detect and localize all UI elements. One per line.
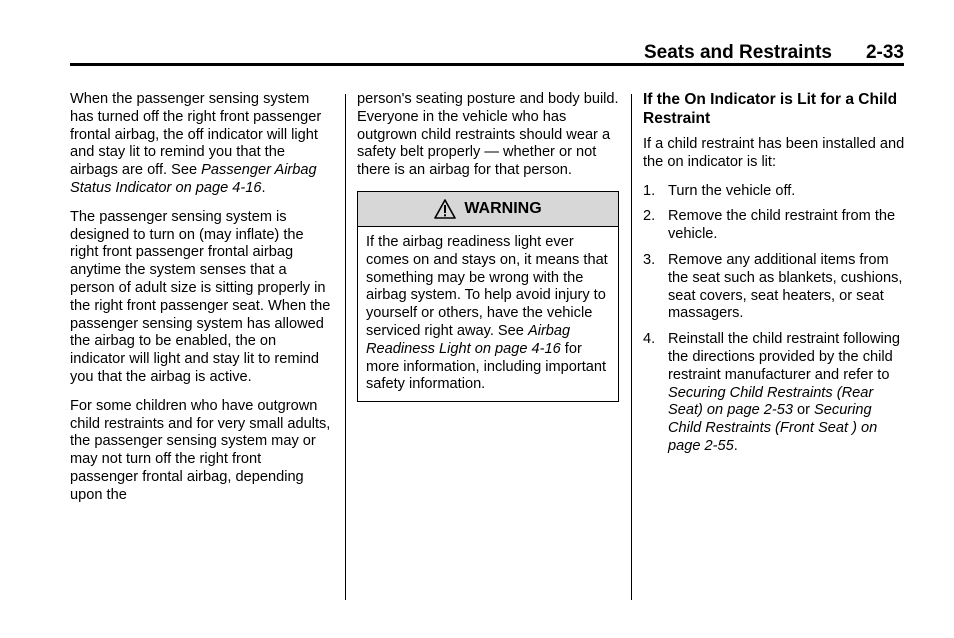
warning-title: WARNING bbox=[464, 200, 542, 218]
column-divider bbox=[345, 94, 346, 600]
list-item: 2. Remove the child restraint from the vehicle. bbox=[643, 208, 896, 243]
list-item: 1. Turn the vehicle off. bbox=[643, 182, 796, 199]
cross-reference-link: Securing Child Restraints (Rear Seat) on page 2-53 bbox=[668, 384, 874, 419]
column-left bbox=[70, 91, 332, 516]
section-heading: If the On Indicator is Lit for a Child Restraint bbox=[643, 91, 898, 127]
page-number: 2-33 bbox=[865, 42, 904, 63]
cross-reference-link: Airbag Readiness Light on page 4-16 bbox=[366, 322, 571, 357]
column-right bbox=[643, 91, 905, 464]
column-divider bbox=[631, 94, 632, 600]
paragraph: If a child restraint has been installed and the on indicator is lit: bbox=[643, 136, 905, 170]
paragraph: person's seating posture and body build. Everyone in the vehicle who has outgrown child restraints should wear a safety belt properly — whether or not there is an airbag for that person. bbox=[357, 91, 619, 179]
section-title: Seats and Restraints bbox=[644, 42, 832, 63]
cross-reference-link: Passenger Airbag Status Indicator on page 4-16 bbox=[70, 162, 317, 196]
warning-body: If the airbag readiness light ever comes on and stays on, it means that something may be wrong with the airbag system. To help avoid injury to yourself or others, have the vehicle serviced right away. See Airbag Readiness Light on page 4-16 for more information, including important safety information. bbox=[366, 233, 608, 393]
header-rule bbox=[70, 63, 904, 66]
paragraph: The passenger sensing system is designed to turn on (may inflate) the right front passenger frontal airbag anytime the system senses that a person of adult size is sitting properly in the right front passenger seat. When the passenger sensing system has allowed the airbag to be enabled, the on indicator will light and stay lit to remind you that the airbag is active. bbox=[70, 208, 331, 385]
list-item: 3. Remove any additional items from the seat such as blankets, cushions, seat covers, seat heaters, or seat massagers. bbox=[643, 251, 903, 322]
warning-header bbox=[358, 192, 618, 227]
warning-exclamation-icon bbox=[434, 199, 456, 219]
list-item: 4. Reinstall the child restraint following the directions provided by the child restraint manufacturer and refer to Securing Child Restraints (Rear Seat) on page 2-53 or Securing Child Restraints (Front Seat ) on page 2-55. bbox=[643, 331, 900, 454]
column-middle bbox=[357, 91, 619, 402]
page-header bbox=[70, 38, 904, 64]
paragraph: When the passenger sensing system has turned off the right front passenger frontal airbag, the off indicator will light and stay lit to remind you that the airbags are off. See Passenger Airbag Status Indicator on page 4-16. bbox=[70, 91, 322, 196]
cross-reference-link: Securing Child Restraints (Front Seat ) on page 2-55 bbox=[668, 402, 878, 454]
warning-box bbox=[357, 191, 619, 402]
steps-list bbox=[643, 183, 905, 456]
paragraph: For some children who have outgrown child restraints and for very small adults, the passenger sensing system may or may not turn off the right front passenger frontal airbag, depending upon the bbox=[70, 397, 331, 503]
